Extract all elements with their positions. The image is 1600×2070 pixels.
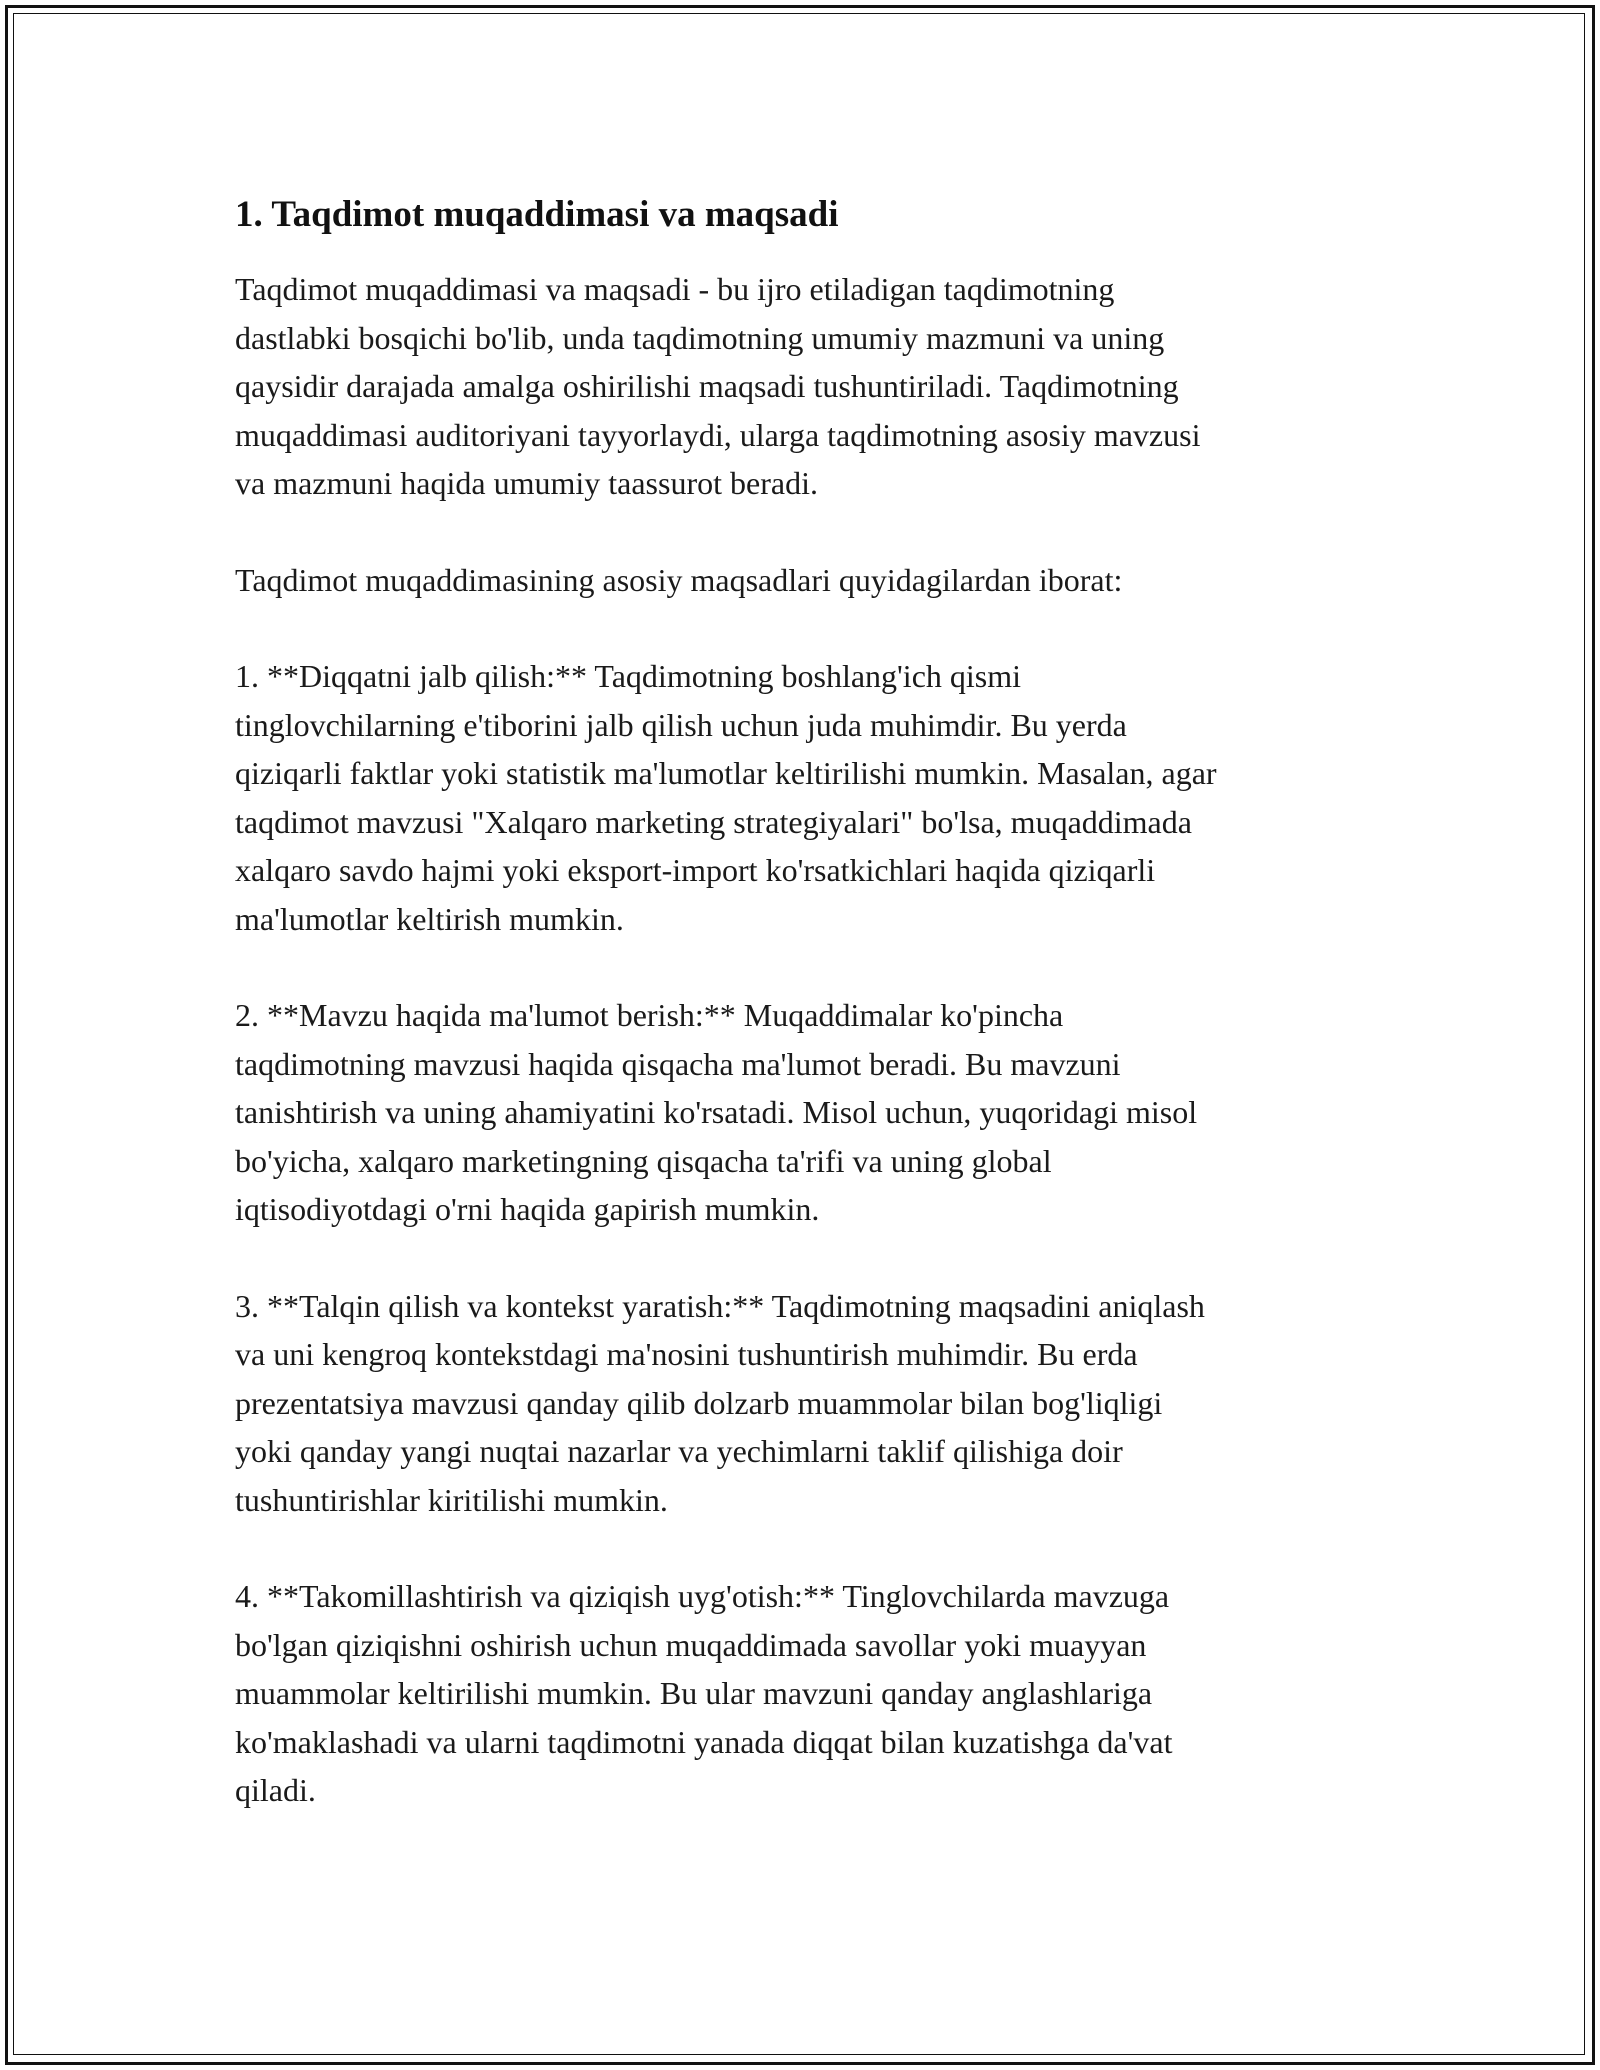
section-heading: 1. Taqdimot muqaddimasi va maqsadi [235, 194, 839, 235]
goal-item-4: 4. **Takomillashtirish va qiziqish uyg'otish:** Tinglovchilarda mavzuga bo'lgan qiziqishni oshirish uchun muqaddimada savollar yoki muayyan muammolar keltirilishi mumkin. Bu ular mavzuni qanday anglashlariga ko'maklashadi va ularni taqdimotni yanada diqqat bilan kuzatishga da'vat qiladi. [235, 1578, 1173, 1808]
goal-item-2: 2. **Mavzu haqida ma'lumot berish:** Muqaddimalar ko'pincha taqdimotning mavzusi haqida qisqacha ma'lumot beradi. Bu mavzuni tanishtirish va uning ahamiyatini ko'rsatadi. Misol uchun, yuqoridagi misol bo'yicha, xalqaro marketingning qisqacha ta'rifi va uning global iqtisodiyotdagi o'rni haqida gapirish mumkin. [235, 997, 1198, 1227]
document-body [235, 185, 1375, 1815]
goal-item-3: 3. **Talqin qilish va kontekst yaratish:** Taqdimotning maqsadini aniqlash va uni kengroq kontekstdagi ma'nosini tushuntirish muhimdir. Bu erda prezentatsiya mavzusi qanday qilib dolzarb muammolar bilan bog'liqligi yoki qanday yangi nuqtai nazarlar va yechimlarni taklif qilishiga doir tushuntirishlar kiritilishi mumkin. [235, 1287, 1205, 1518]
goals-lead-paragraph: Taqdimot muqaddimasining asosiy maqsadlari quyidagilardan iborat: [235, 561, 1123, 598]
intro-paragraph: Taqdimot muqaddimasi va maqsadi - bu ijro etiladigan taqdimotning dastlabki bosqichi bo'lib, unda taqdimotning umumiy mazmuni va uning qaysidir darajada amalga oshirilishi maqsadi tushuntiriladi. Taqdimotning muqaddimasi auditoriyani tayyorlaydi, ularga taqdimotning asosiy mavzusi va mazmuni haqida umumiy taassurot beradi. [235, 271, 1201, 501]
goal-item-1: 1. **Diqqatni jalb qilish:** Taqdimotning boshlang'ich qismi tinglovchilarning e'tiborini jalb qilish uchun juda muhimdir. Bu yerda qiziqarli faktlar yoki statistik ma'lumotlar keltirilishi mumkin. Masalan, agar taqdimot mavzusi "Xalqaro marketing strategiyalari" bo'lsa, muqaddimada xalqaro savdo hajmi yoki eksport-import ko'rsatkichlari haqida qiziqarli ma'lumotlar keltirish mumkin. [235, 658, 1217, 937]
